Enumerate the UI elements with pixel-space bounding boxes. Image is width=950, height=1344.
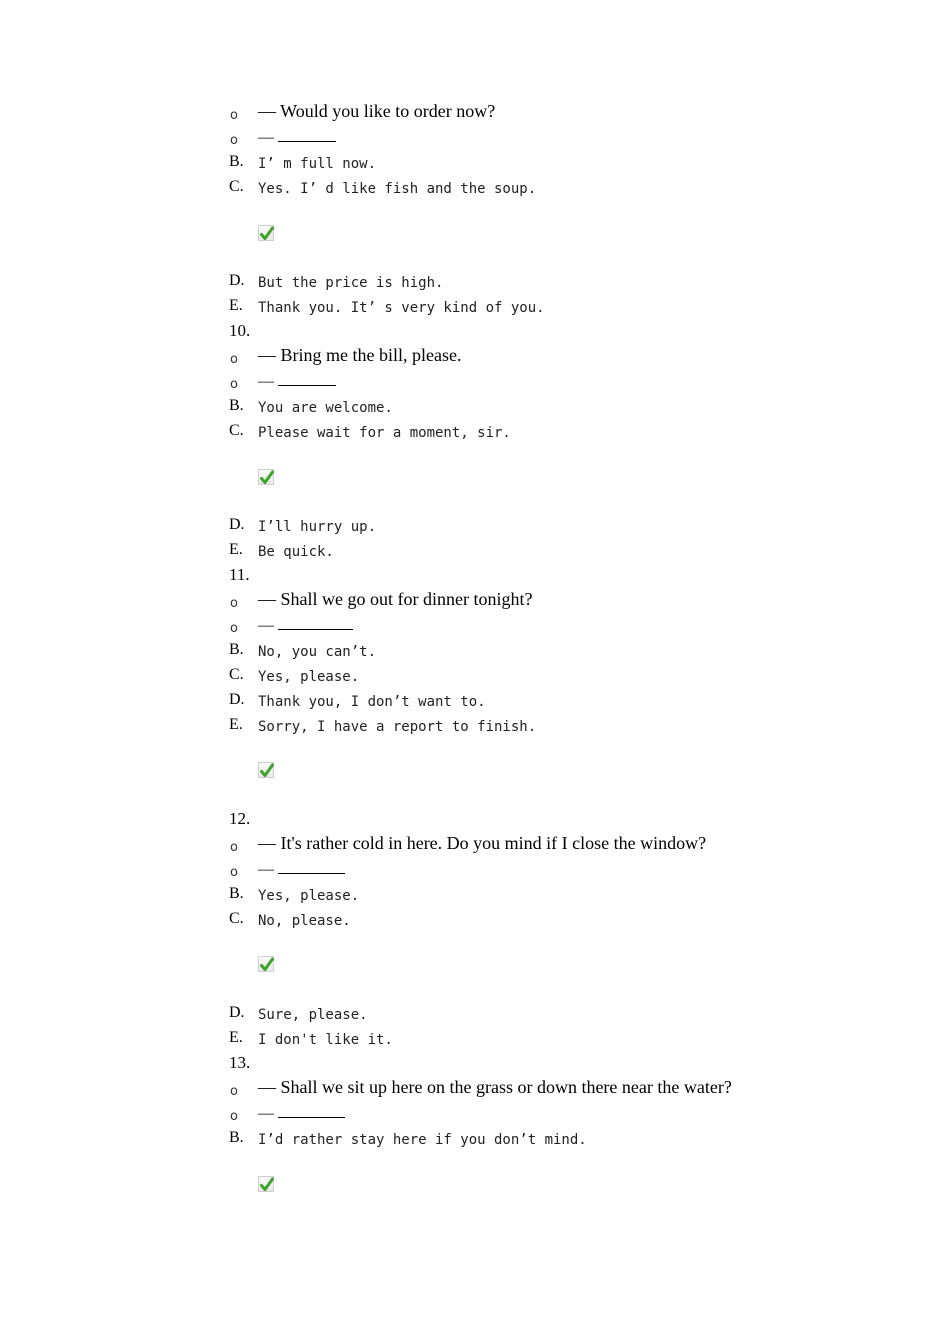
question-stem: — Would you like to order now?: [258, 101, 496, 121]
question-number: 11.: [229, 565, 250, 584]
option-text[interactable]: Sure, please.: [258, 1007, 368, 1023]
option-text[interactable]: Yes. I’ d like fish and the soup.: [258, 181, 537, 197]
option-letter: C.: [229, 178, 244, 195]
bullet-icon: o: [230, 377, 238, 392]
correct-check-icon: [258, 956, 274, 972]
option-text[interactable]: I’ll hurry up.: [258, 519, 377, 535]
option-text[interactable]: Be quick.: [258, 544, 334, 560]
answer-blank: —: [258, 617, 353, 635]
option-letter: B.: [229, 1129, 244, 1146]
option-letter: E.: [229, 1029, 243, 1046]
question-number: 12.: [229, 809, 251, 828]
option-text[interactable]: I don't like it.: [258, 1032, 393, 1048]
option-letter: B.: [229, 641, 244, 658]
correct-check-icon: [258, 1176, 274, 1192]
option-text[interactable]: No, you can’t.: [258, 644, 377, 660]
bullet-icon: o: [230, 1084, 238, 1099]
option-text[interactable]: Thank you. It’ s very kind of you.: [258, 300, 545, 316]
answer-blank: —: [258, 1105, 345, 1123]
question-number: 13.: [229, 1053, 251, 1072]
answer-blank: —: [258, 129, 336, 147]
option-letter: E.: [229, 541, 243, 558]
option-text[interactable]: I’ m full now.: [258, 156, 377, 172]
correct-check-icon: [258, 225, 274, 241]
answer-blank: —: [258, 861, 345, 879]
correct-check-icon: [258, 762, 274, 778]
bullet-icon: o: [230, 621, 238, 636]
option-letter: D.: [229, 516, 245, 533]
bullet-icon: o: [230, 108, 238, 123]
bullet-icon: o: [230, 1109, 238, 1124]
option-letter: B.: [229, 153, 244, 170]
option-text[interactable]: I’d rather stay here if you don’t mind.: [258, 1132, 587, 1148]
question-stem: — Bring me the bill, please.: [258, 345, 462, 365]
bullet-icon: o: [230, 596, 238, 611]
bullet-icon: o: [230, 840, 238, 855]
option-letter: C.: [229, 666, 244, 683]
option-letter: E.: [229, 716, 243, 733]
option-letter: C.: [229, 422, 244, 439]
option-letter: D.: [229, 691, 245, 708]
bullet-icon: o: [230, 865, 238, 880]
option-text[interactable]: Yes, please.: [258, 669, 360, 685]
question-number: 10.: [229, 321, 251, 340]
option-text[interactable]: Yes, please.: [258, 888, 360, 904]
option-letter: C.: [229, 910, 244, 927]
option-text[interactable]: But the price is high.: [258, 275, 444, 291]
option-letter: D.: [229, 272, 245, 289]
option-letter: B.: [229, 397, 244, 414]
option-letter: D.: [229, 1004, 245, 1021]
option-text[interactable]: Sorry, I have a report to finish.: [258, 719, 537, 735]
bullet-icon: o: [230, 352, 238, 367]
question-stem: — Shall we sit up here on the grass or down there near the water?: [258, 1077, 732, 1097]
bullet-icon: o: [230, 133, 238, 148]
option-letter: E.: [229, 297, 243, 314]
correct-check-icon: [258, 469, 274, 485]
option-text[interactable]: Thank you, I don’t want to.: [258, 694, 486, 710]
question-stem: — It's rather cold in here. Do you mind if I close the window?: [258, 833, 707, 853]
option-letter: B.: [229, 885, 244, 902]
option-text[interactable]: Please wait for a moment, sir.: [258, 425, 511, 441]
answer-blank: —: [258, 373, 336, 391]
option-text[interactable]: No, please.: [258, 913, 351, 929]
question-stem: — Shall we go out for dinner tonight?: [258, 589, 533, 609]
option-text[interactable]: You are welcome.: [258, 400, 393, 416]
